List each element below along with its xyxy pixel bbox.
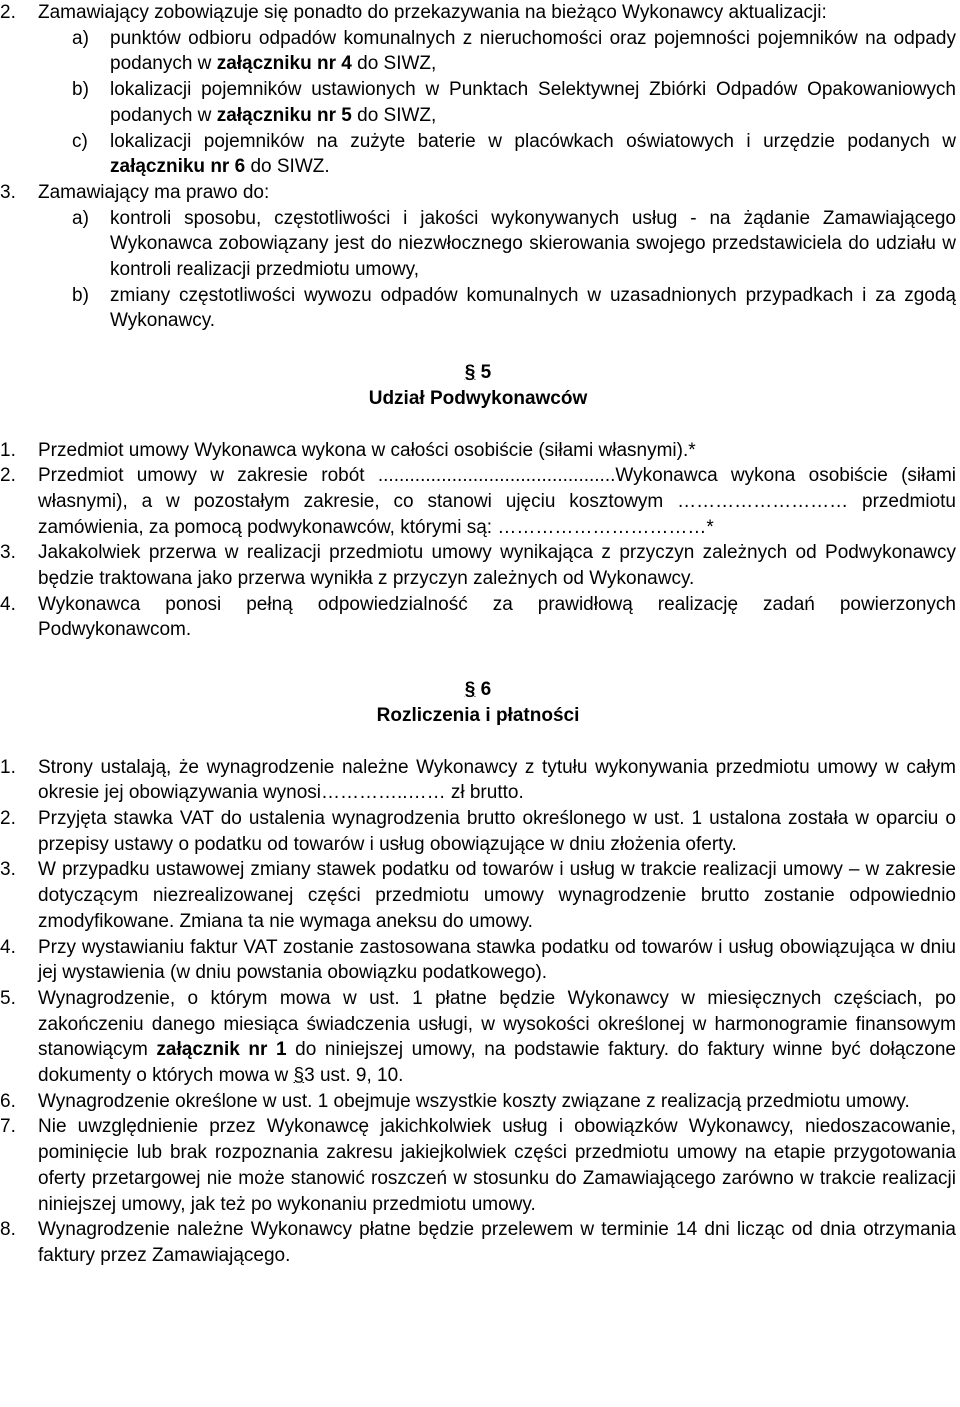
item-text: Wynagrodzenie określone w ust. 1 obejmuje wszystkie koszty związane z realizacją przedmiotu umowy. xyxy=(38,1090,910,1112)
item-number: 4. xyxy=(0,936,16,958)
item-number: 3. xyxy=(0,542,16,564)
item-text: Wynagrodzenie należne Wykonawcy płatne będzie przelewem w terminie 14 dni licząc od dnia otrzymania faktury przez Zamawiającego. xyxy=(38,1219,956,1266)
sub-item xyxy=(0,129,956,180)
item-number: 1. xyxy=(0,756,16,778)
item-text: Przy wystawianiu faktur VAT zostanie zastosowana stawka podatku od towarów i usług obowiązująca w dniu jej wystawienia (w dniu powstania obowiązku podatkowego). xyxy=(38,936,956,984)
item-number: 5. xyxy=(0,987,16,1009)
paragraph-item xyxy=(0,935,956,986)
attachment-reference: załącznik nr 1 xyxy=(156,1039,287,1061)
item-text: Jakakolwiek przerwa w realizacji przedmiotu umowy wynikająca z przyczyn zależnych od Podwykonawcy będzie traktowana jako przerwa wynikła z przyczyn zależnych od Wykonawcy. xyxy=(38,542,956,590)
paragraph-item xyxy=(0,1217,956,1268)
section-number-value: 5 xyxy=(480,362,492,384)
section-number xyxy=(0,677,956,703)
item-number: 3. xyxy=(0,181,16,203)
paragraph-item xyxy=(0,463,956,540)
attachment-reference: załączniku nr 5 xyxy=(216,104,352,126)
item-text-part: do niniejszej umowy, na podstawie faktury. do faktury winne być dołączone dokumenty o których mowa w xyxy=(38,1039,956,1087)
paragraph-item xyxy=(0,540,956,591)
section-title: Udział Podwykonawców xyxy=(368,387,588,409)
section-5-list xyxy=(0,438,956,644)
item-text: Wykonawca ponosi pełną odpowiedzialność za prawidłową realizację zadań powierzonych Podwykonawcom. xyxy=(38,593,956,641)
item-text: Nie uwzględnienie przez Wykonawcę jakichkolwiek usług i obowiązków Wykonawcy, niedoszacowanie, pominięcie lub brak rozpoznania zakresu jakiejkolwiek części przedmiotu umowy na etapie przygotowania oferty przetargowej nie może stanowić roszczeń w stosunku do Zamawiającego zarówno w trakcie realizacji niniejszej umowy, jak też po wykonaniu przedmiotu umowy. xyxy=(38,1116,956,1215)
sub-item-label: b) xyxy=(72,79,89,101)
item-text: Przedmiot umowy w zakresie robót .............................................Wykonawca wykona osobiście (siłami własnymi), a w pozostałym zakresie, co stanowi ujęciu kosztowym ……………………… przedmiotu zamówienia, za pomocą podwykonawców, którymi są: ……………………………* xyxy=(38,465,956,538)
item-number: 6. xyxy=(0,1090,16,1112)
sub-item xyxy=(0,283,956,334)
sub-item xyxy=(0,26,956,77)
item-number: 3. xyxy=(0,859,16,881)
item-text: Przedmiot umowy Wykonawca wykona w całości osobiście (siłami własnymi).* xyxy=(38,439,696,461)
sub-item-tail: do SIWZ, xyxy=(351,104,437,126)
attachment-reference: załączniku nr 6 xyxy=(110,156,246,178)
item-number: 2. xyxy=(0,465,16,487)
item-text xyxy=(38,986,956,1089)
section-number xyxy=(0,360,956,386)
sub-item-text: kontroli sposobu, częstotliwości i jakości wykonywanych usług - na żądanie Zamawiającego Wykonawca zobowiązany jest do niezwłocznego skierowania swojego przedstawiciela do udziału w kontroli realizacji przedmiotu umowy, xyxy=(110,207,956,281)
paragraph-symbol: § xyxy=(464,362,476,384)
item-number: 1. xyxy=(0,439,16,461)
sub-item-label: c) xyxy=(72,130,88,152)
item-text: Przyjęta stawka VAT do ustalenia wynagrodzenia brutto określonego w ust. 1 ustalona została w oparciu o przepisy ustawy o podatku od towarów i usług obowiązujące w dniu złożenia oferty. xyxy=(38,807,956,855)
paragraph-item xyxy=(0,1114,956,1217)
section-title: Rozliczenia i płatności xyxy=(376,704,580,726)
item-text: Strony ustalają, że wynagrodzenie należne Wykonawcy z tytułu wykonywania przedmiotu umowy w całym okresie jej obowiązywania wynosi…………..…… zł brutto. xyxy=(38,756,956,804)
item-number: 2. xyxy=(0,2,16,23)
item-number: 4. xyxy=(0,593,16,615)
paragraph-item xyxy=(0,180,956,206)
sub-item-text: lokalizacji pojemników na zużyte baterie w placówkach oświatowych i urzędzie podanych w xyxy=(110,130,956,152)
sub-item-label: a) xyxy=(72,27,89,49)
item-text: Zamawiający zobowiązuje się ponadto do przekazywania na bieżąco Wykonawcy aktualizacji: xyxy=(38,2,827,23)
section-number-value: 6 xyxy=(480,679,492,701)
paragraph-item xyxy=(0,857,956,934)
item-number: 7. xyxy=(0,1116,16,1138)
item-text-part: Wynagrodzenie, o którym mowa w ust. 1 płatne będzie Wykonawcy w miesięcznych częściach, po zakończeniu danego miesiąca świadczenia usługi, w wysokości określonej w harmonogramie finansowym stanowiącym xyxy=(38,987,956,1061)
section-6-list xyxy=(0,755,956,1269)
sub-item-tail: do SIWZ. xyxy=(245,156,330,178)
sub-item-tail: do SIWZ, xyxy=(351,53,437,75)
sub-item-text: lokalizacji pojemników ustawionych w Punktach Selektywnej Zbiórki Odpadów Opakowaniowych podanych w xyxy=(110,79,956,126)
sub-item xyxy=(0,77,956,128)
paragraph-item xyxy=(0,806,956,857)
paragraph-item xyxy=(0,0,956,26)
item-text: W przypadku ustawowej zmiany stawek podatku od towarów i usług w trakcie realizacji umowy – w zakresie dotyczącym niezrealizowanej części przedmiotu umowy wynagrodzenie brutto zostanie odpowiednio zmodyfikowane. Zmiana ta nie wymaga aneksu do umowy. xyxy=(38,859,956,932)
paragraph-item xyxy=(0,438,956,464)
paragraph-symbol: § xyxy=(464,679,476,701)
sub-item-label: a) xyxy=(72,207,89,229)
paragraph-item xyxy=(0,755,956,806)
sub-item xyxy=(0,206,956,283)
attachment-reference: załączniku nr 4 xyxy=(216,53,352,75)
paragraph-symbol: § xyxy=(293,1065,305,1087)
item-text: Zamawiający ma prawo do: xyxy=(38,181,270,203)
sub-item-text: punktów odbioru odpadów komunalnych z nieruchomości oraz pojemności pojemników na odpady podanych w xyxy=(110,27,956,75)
item-text-part: 3 ust. 9, 10. xyxy=(304,1065,404,1087)
paragraph-item xyxy=(0,592,956,643)
sub-item-text: zmiany częstotliwości wywozu odpadów komunalnych w uzasadnionych przypadkach i za zgodą Wykonawcy. xyxy=(110,284,956,332)
sub-item-label: b) xyxy=(72,284,89,306)
paragraph-item xyxy=(0,986,956,1089)
paragraph-item xyxy=(0,1089,956,1115)
item-number: 8. xyxy=(0,1219,16,1241)
item-number: 2. xyxy=(0,807,16,829)
